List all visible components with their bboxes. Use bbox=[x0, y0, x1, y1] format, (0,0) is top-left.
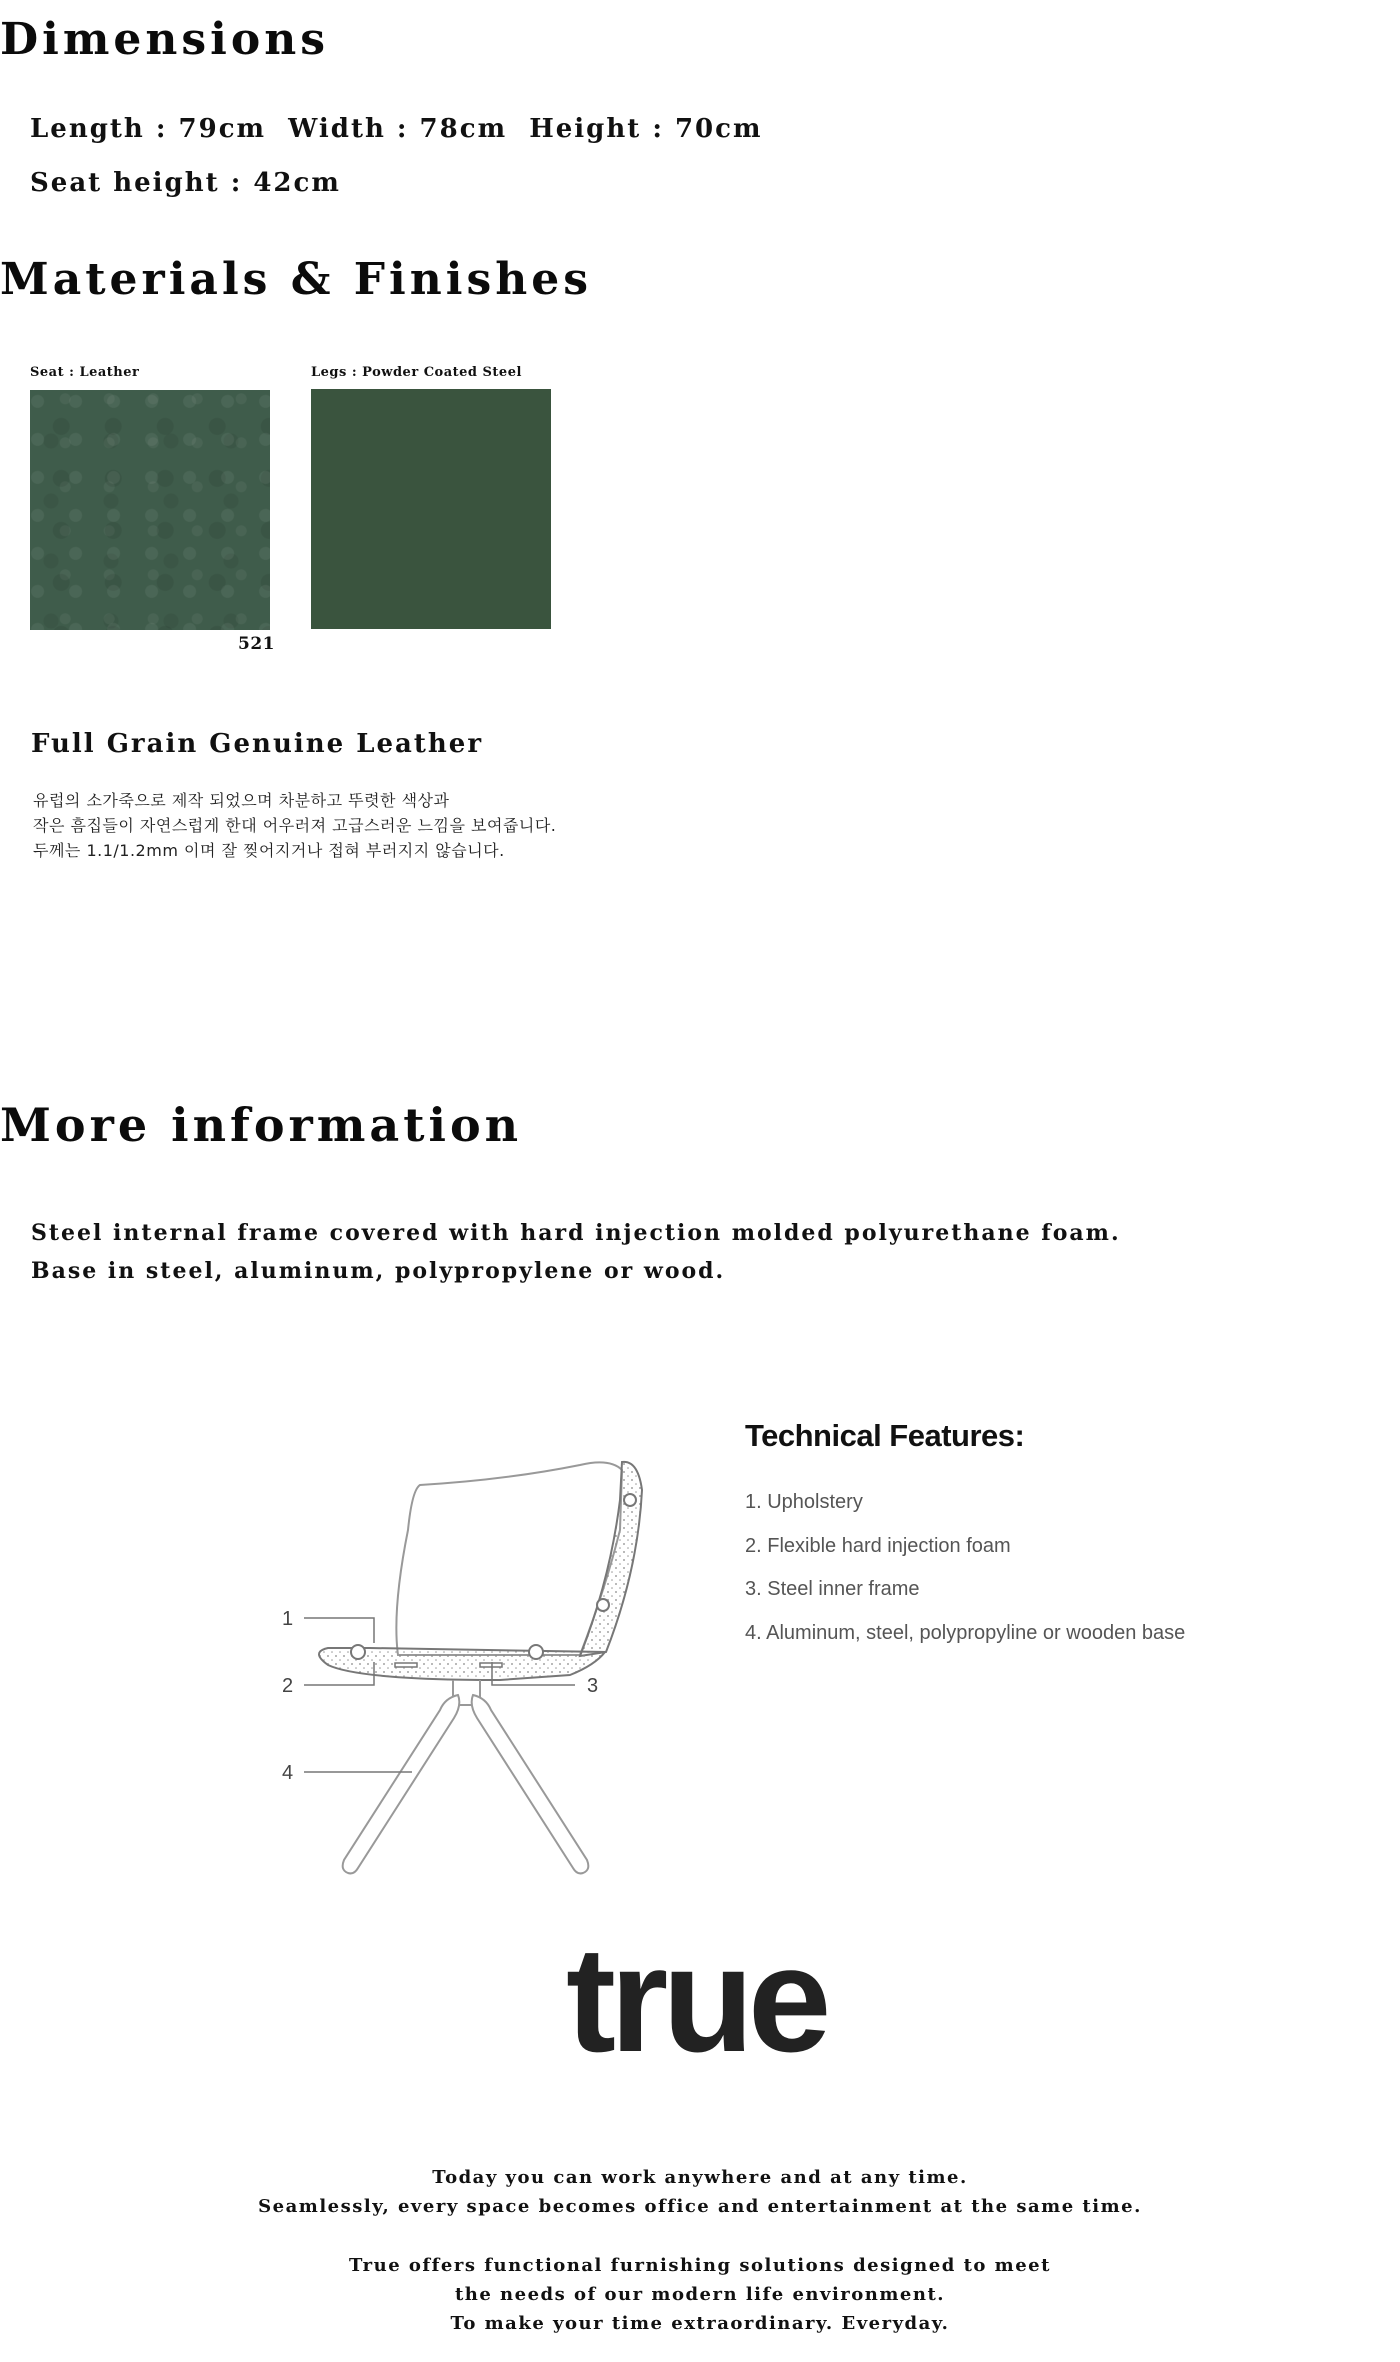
technical-features-title: Technical Features: bbox=[745, 1418, 1025, 1453]
technical-features-list bbox=[745, 1481, 1185, 1655]
swatch-code: 521 bbox=[238, 634, 275, 654]
more-info-line: Base in steel, aluminum, polypropylene or wood. bbox=[31, 1258, 726, 1284]
true-logo: true bbox=[566, 1915, 826, 2083]
chair-diagram bbox=[270, 1430, 670, 1900]
seat-swatch-label: Seat : Leather bbox=[30, 365, 140, 380]
feature-item: 1. Upholstery bbox=[745, 1491, 863, 1513]
dimensions-line-2: Seat height : 42cm bbox=[30, 168, 341, 198]
more-info-text bbox=[31, 1214, 1121, 1290]
closing-line: True offers functional furnishing solutions designed to meet bbox=[349, 2255, 1051, 2276]
closing-paragraph-2 bbox=[0, 2251, 1400, 2338]
dimensions-heading: Dimensions bbox=[0, 14, 330, 65]
closing-paragraph-1 bbox=[0, 2163, 1400, 2221]
closing-line: Today you can work anywhere and at any time. bbox=[432, 2167, 968, 2188]
leather-desc-line: 작은 흠집들이 자연스럽게 한대 어우러져 고급스러운 느낌을 보여줍니다. bbox=[33, 816, 557, 835]
feature-item: 4. Aluminum, steel, polypropyline or wooden base bbox=[745, 1621, 1186, 1644]
callout-4: 4 bbox=[282, 1762, 294, 1784]
dimensions-line-1: Length : 79cm Width : 78cm Height : 70cm bbox=[30, 114, 763, 144]
more-info-line: Steel internal frame covered with hard injection molded polyurethane foam. bbox=[31, 1220, 1121, 1246]
legs-swatch-label: Legs : Powder Coated Steel bbox=[311, 365, 522, 380]
leather-swatch bbox=[30, 390, 270, 630]
leather-description bbox=[33, 788, 556, 863]
more-info-heading: More information bbox=[0, 1098, 523, 1152]
closing-line: To make your time extraordinary. Everyday. bbox=[450, 2313, 950, 2334]
leather-title: Full Grain Genuine Leather bbox=[31, 729, 484, 759]
closing-line: Seamlessly, every space becomes office and entertainment at the same time. bbox=[258, 2196, 1142, 2217]
closing-line: the needs of our modern life environment. bbox=[454, 2284, 946, 2305]
feature-item: 2. Flexible hard injection foam bbox=[745, 1534, 1011, 1557]
leather-desc-line: 두께는 1.1/1.2mm 이며 잘 찢어지거나 접혀 부러지지 않습니다. bbox=[33, 841, 505, 860]
callout-3: 3 bbox=[587, 1675, 599, 1697]
callout-1: 1 bbox=[282, 1608, 294, 1630]
steel-swatch bbox=[311, 389, 551, 629]
feature-item: 3. Steel inner frame bbox=[745, 1578, 920, 1600]
leather-desc-line: 유럽의 소가죽으로 제작 되었으며 차분하고 뚜렷한 색상과 bbox=[33, 791, 450, 810]
callout-2: 2 bbox=[282, 1675, 294, 1697]
materials-heading: Materials & Finishes bbox=[0, 254, 592, 305]
